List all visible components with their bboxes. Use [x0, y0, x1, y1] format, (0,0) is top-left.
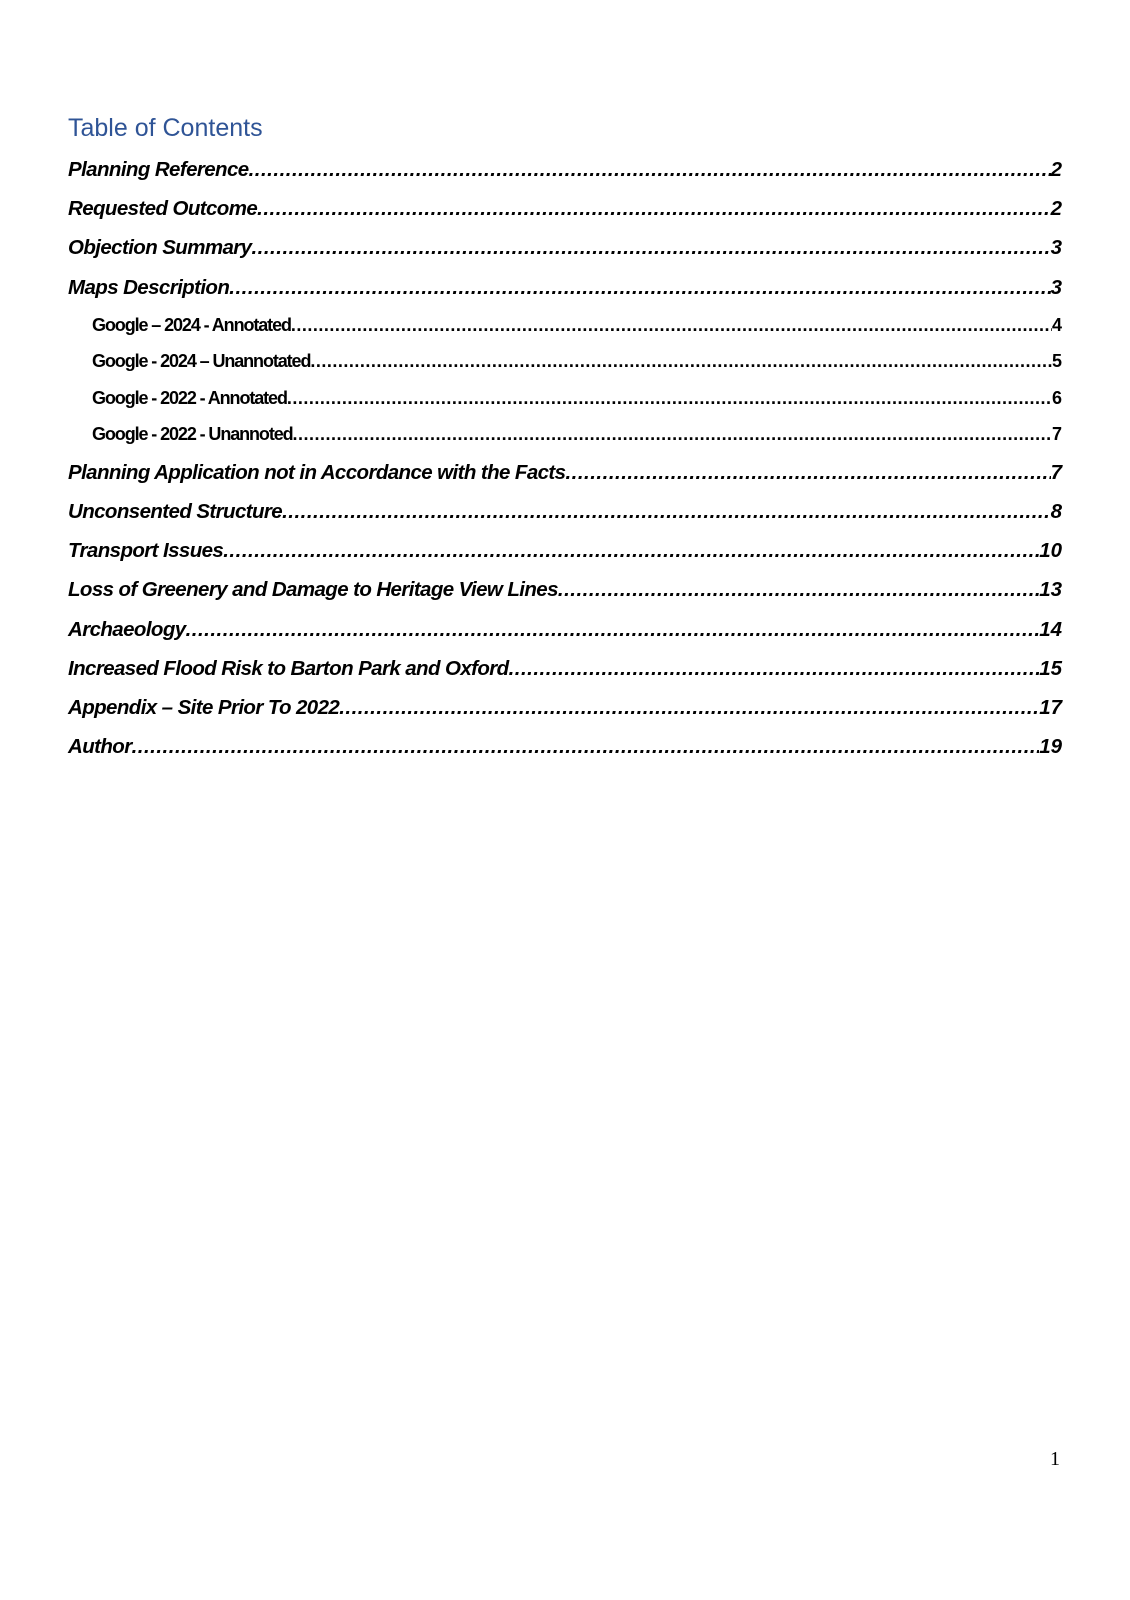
toc-dot-leader	[229, 276, 1050, 300]
toc-entry-google-2024-annotated[interactable]	[68, 315, 1062, 352]
toc-dot-leader	[291, 315, 1052, 336]
toc-entry-page: 10	[1039, 539, 1062, 563]
toc-entry-label: Appendix – Site Prior To 2022	[68, 695, 340, 719]
toc-entry-label: Google - 2022 - Annotated	[92, 387, 287, 408]
toc-entry-unconsented-structure[interactable]	[68, 500, 1062, 539]
toc-entry-page: 8	[1050, 499, 1062, 523]
toc-entry-page: 13	[1039, 578, 1062, 602]
toc-entry-label: Google – 2024 - Annotated	[92, 314, 291, 335]
toc-heading: Table of Contents	[68, 114, 263, 142]
toc-entry-label: Maps Description	[68, 275, 230, 299]
toc-dot-leader	[132, 735, 1040, 759]
toc-entry-label: Requested Outcome	[68, 197, 258, 221]
toc-entry-page: 4	[1051, 314, 1062, 335]
toc-entry-appendix[interactable]	[68, 696, 1062, 735]
toc-entry-label: Increased Flood Risk to Barton Park and Oxford	[68, 656, 509, 680]
toc-entry-page: 7	[1051, 424, 1062, 445]
toc-entry-maps-description[interactable]	[68, 276, 1062, 315]
toc-dot-leader	[310, 351, 1052, 372]
toc-entry-label: Author	[68, 735, 132, 759]
page-number: 1	[1050, 1448, 1060, 1470]
toc-entry-planning-reference[interactable]	[68, 158, 1062, 197]
toc-entry-page: 3	[1050, 236, 1062, 260]
toc-entry-loss-of-greenery[interactable]	[68, 578, 1062, 617]
toc-entry-google-2024-unannotated[interactable]	[68, 351, 1062, 388]
toc-dot-leader	[282, 500, 1051, 524]
toc-dot-leader	[251, 236, 1050, 260]
toc-entry-author[interactable]	[68, 735, 1062, 774]
toc-entry-page: 2	[1050, 158, 1062, 181]
toc-dot-leader	[257, 197, 1050, 221]
toc-entry-page: 15	[1039, 656, 1062, 680]
toc-dot-leader	[558, 578, 1039, 602]
toc-entry-increased-flood-risk[interactable]	[68, 657, 1062, 696]
toc-entry-requested-outcome[interactable]	[68, 197, 1062, 236]
toc-entry-label: Unconsented Structure	[68, 499, 283, 523]
toc-entry-label: Archaeology	[68, 617, 186, 641]
toc-list	[68, 158, 1062, 774]
toc-entry-page: 6	[1051, 387, 1062, 408]
toc-entry-objection-summary[interactable]	[68, 236, 1062, 275]
toc-entry-label: Objection Summary	[68, 236, 252, 260]
toc-dot-leader	[339, 696, 1039, 720]
toc-entry-label: Planning Application not in Accordance with the Facts	[68, 460, 566, 484]
toc-dot-leader	[565, 461, 1050, 485]
toc-entry-label: Loss of Greenery and Damage to Heritage View Lines	[68, 578, 558, 602]
toc-entry-label: Planning Reference	[68, 158, 249, 181]
toc-entry-google-2022-unannoted[interactable]	[68, 424, 1062, 461]
toc-entry-page: 7	[1050, 460, 1062, 484]
toc-entry-transport-issues[interactable]	[68, 539, 1062, 578]
toc-entry-planning-application[interactable]	[68, 461, 1062, 500]
toc-entry-page: 5	[1051, 351, 1062, 372]
toc-dot-leader	[287, 388, 1052, 409]
toc-entry-label: Google - 2022 - Unannoted	[92, 424, 293, 445]
toc-dot-leader	[186, 618, 1040, 642]
toc-entry-page: 14	[1039, 617, 1062, 641]
toc-entry-archaeology[interactable]	[68, 618, 1062, 657]
toc-entry-page: 17	[1039, 695, 1062, 719]
toc-dot-leader	[293, 424, 1052, 445]
toc-dot-leader	[509, 657, 1040, 681]
toc-entry-label: Transport Issues	[68, 539, 224, 563]
toc-entry-page: 3	[1050, 275, 1062, 299]
toc-entry-page: 2	[1050, 197, 1062, 221]
toc-entry-google-2022-annotated[interactable]	[68, 388, 1062, 425]
toc-entry-page: 19	[1039, 735, 1062, 759]
toc-entry-label: Google - 2024 – Unannotated	[92, 351, 311, 372]
toc-dot-leader	[249, 158, 1051, 182]
toc-dot-leader	[223, 539, 1039, 563]
